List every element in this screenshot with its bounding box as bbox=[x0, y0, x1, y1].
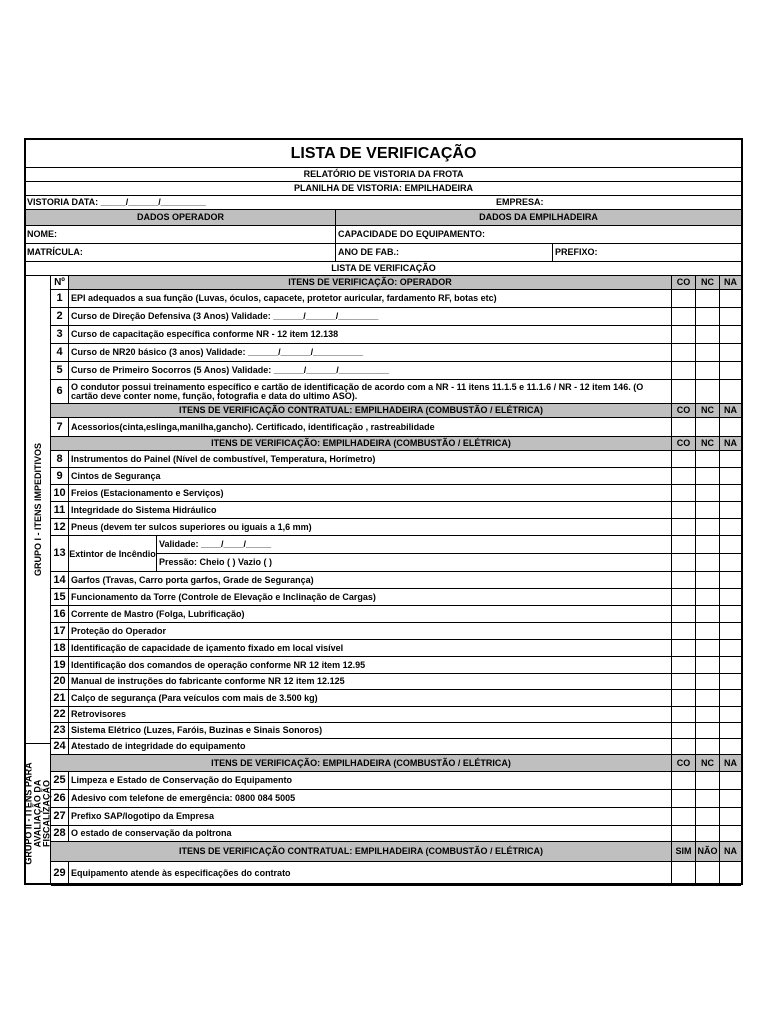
check-na-11[interactable] bbox=[720, 519, 741, 536]
item-text: O condutor possui treinamento específico e cartão de identificação de acordo com a NR - 11 itens 11.1.5 e 11.1.6 / NR - 12 item 146. (O cartão deve conter nome, função, fotografia e data do ultimo ASO). bbox=[69, 380, 672, 404]
item-text: O estado de conservação da poltrona bbox=[69, 826, 672, 842]
item-number: 8 bbox=[51, 451, 69, 468]
check-na-26[interactable] bbox=[720, 808, 741, 826]
vistoria-date-field[interactable]: VISTORIA DATA: _____/______/_________ bbox=[26, 196, 336, 210]
item-text: Funcionamento da Torre (Controle de Elevação e Inclinação de Cargas) bbox=[69, 589, 672, 606]
num-header: Nº bbox=[51, 276, 69, 290]
item-number: 10 bbox=[51, 485, 69, 502]
check-na-13[interactable] bbox=[720, 572, 741, 589]
dados-empilhadeira-header: DADOS DA EMPILHADEIRA bbox=[336, 210, 741, 226]
matricula-field[interactable]: MATRÍCULA: bbox=[26, 244, 336, 262]
co-header: CO bbox=[672, 437, 696, 451]
check-nc-9[interactable] bbox=[696, 485, 720, 502]
item-text: Identificação de capacidade de içamento fixado em local visível bbox=[69, 640, 672, 657]
item-number: 28 bbox=[51, 826, 69, 842]
extintor-pressao: Pressão: Cheio ( ) Vazio ( ) bbox=[157, 554, 672, 572]
item-number: 2 bbox=[51, 308, 69, 326]
item-text: Pneus (devem ter sulcos superiores ou iguais a 1,6 mm) bbox=[69, 519, 672, 536]
item-text: Curso de Primeiro Socorros (5 Anos) Validade: ______/______/__________ bbox=[69, 362, 672, 380]
check-co-25[interactable] bbox=[672, 790, 696, 808]
page-title: LISTA DE VERIFICAÇÃO bbox=[26, 140, 741, 168]
nao-header: NÃO bbox=[696, 842, 720, 862]
check-nc-26[interactable] bbox=[696, 808, 720, 826]
item-text: Integridade do Sistema Hidráulico bbox=[69, 502, 672, 519]
check-nc-0[interactable] bbox=[696, 290, 720, 308]
check-nc-23[interactable] bbox=[696, 739, 720, 755]
item-text: Retrovisores bbox=[69, 707, 672, 723]
item-number: 5 bbox=[51, 362, 69, 380]
capacidade-field[interactable]: CAPACIDADE DO EQUIPAMENTO: bbox=[336, 226, 741, 244]
check-co-2[interactable] bbox=[672, 326, 696, 344]
check-co-13[interactable] bbox=[672, 572, 696, 589]
check-co-16[interactable] bbox=[672, 623, 696, 640]
item-number: 4 bbox=[51, 344, 69, 362]
check-co-5[interactable] bbox=[672, 380, 696, 404]
item-text: Proteção do Operador bbox=[69, 623, 672, 640]
check-na-14[interactable] bbox=[720, 589, 741, 606]
check-nc-22[interactable] bbox=[696, 723, 720, 739]
group-1-label bbox=[26, 276, 51, 744]
check-co-15[interactable] bbox=[672, 606, 696, 623]
group-2-text-1: GRUPO II - ITENS PARA bbox=[23, 762, 34, 865]
check-co-18[interactable] bbox=[672, 657, 696, 674]
check-na-7[interactable] bbox=[720, 451, 741, 468]
subtitle-report: RELATÓRIO DE VISTORIA DA FROTA bbox=[26, 168, 741, 182]
check-co-19[interactable] bbox=[672, 674, 696, 690]
item-number: 7 bbox=[51, 418, 69, 437]
check-nc-2[interactable] bbox=[696, 326, 720, 344]
check-na-10[interactable] bbox=[720, 502, 741, 519]
item-text: Corrente de Mastro (Folga, Lubrificação) bbox=[69, 606, 672, 623]
check-na-18[interactable] bbox=[720, 657, 741, 674]
item-number: 6 bbox=[51, 380, 69, 404]
check-co-11[interactable] bbox=[672, 519, 696, 536]
check-na-5[interactable] bbox=[720, 380, 741, 404]
na-header: NA bbox=[720, 755, 741, 772]
check-na-23[interactable] bbox=[720, 739, 741, 755]
check-nc-25[interactable] bbox=[696, 790, 720, 808]
nc-header: NC bbox=[696, 437, 720, 451]
check-co-0[interactable] bbox=[672, 290, 696, 308]
check-nc-1[interactable] bbox=[696, 308, 720, 326]
empresa-field[interactable]: EMPRESA: bbox=[336, 196, 741, 210]
item-number: 14 bbox=[51, 572, 69, 589]
check-co-9[interactable] bbox=[672, 485, 696, 502]
check-nc-19[interactable] bbox=[696, 674, 720, 690]
check-nc-18[interactable] bbox=[696, 657, 720, 674]
check-co-21[interactable] bbox=[672, 707, 696, 723]
item-number: 20 bbox=[51, 674, 69, 690]
check-co-24[interactable] bbox=[672, 772, 696, 790]
item-number: 1 bbox=[51, 290, 69, 308]
check-co-6[interactable] bbox=[672, 418, 696, 437]
check-nc-27[interactable] bbox=[696, 826, 720, 842]
check-na-17[interactable] bbox=[720, 640, 741, 657]
item-text: EPI adequados a sua função (Luvas, óculos, capacete, protetor auricular, fardamento RF, botas etc) bbox=[69, 290, 672, 308]
item-number: 9 bbox=[51, 468, 69, 485]
item-text: Equipamento atende às especificações do contrato bbox=[69, 862, 672, 886]
check-co-10[interactable] bbox=[672, 502, 696, 519]
check-na-0[interactable] bbox=[720, 290, 741, 308]
nc-header: NC bbox=[696, 755, 720, 772]
checklist-form bbox=[24, 138, 743, 885]
check-na-4[interactable] bbox=[720, 362, 741, 380]
check-co-7[interactable] bbox=[672, 451, 696, 468]
check-co-3[interactable] bbox=[672, 344, 696, 362]
group-1-text: GRUPO I - ITENS IMPEDITIVOS bbox=[32, 442, 43, 577]
lista-header: LISTA DE VERIFICAÇÃO bbox=[26, 262, 741, 276]
item-text: Manual de instruções do fabricante conforme NR 12 item 12.125 bbox=[69, 674, 672, 690]
group-2-text-3: FISCALIZAÇÃO bbox=[41, 780, 52, 847]
check-co-12b[interactable] bbox=[672, 554, 696, 572]
item-number: 24 bbox=[51, 739, 69, 755]
item-text: Sistema Elétrico (Luzes, Faróis, Buzinas e Sinais Sonoros) bbox=[69, 723, 672, 739]
check-co-4[interactable] bbox=[672, 362, 696, 380]
check-nc-14[interactable] bbox=[696, 589, 720, 606]
co-header: CO bbox=[672, 276, 696, 290]
section-operador: ITENS DE VERIFICAÇÃO: OPERADOR bbox=[69, 276, 672, 290]
ano-fab-field[interactable]: ANO DE FAB.: bbox=[336, 244, 553, 262]
check-nc-10[interactable] bbox=[696, 502, 720, 519]
check-nc-28[interactable] bbox=[696, 862, 720, 886]
item-number: 17 bbox=[51, 623, 69, 640]
item-number: 29 bbox=[51, 862, 69, 886]
check-na-25[interactable] bbox=[720, 790, 741, 808]
item-number: 27 bbox=[51, 808, 69, 826]
check-na-20[interactable] bbox=[720, 690, 741, 707]
section-empilhadeira-2: ITENS DE VERIFICAÇÃO: EMPILHADEIRA (COMBUSTÃO / ELÉTRICA) bbox=[51, 755, 672, 772]
check-nc-4[interactable] bbox=[696, 362, 720, 380]
check-co-8[interactable] bbox=[672, 468, 696, 485]
extintor-validade: Validade: ____/____/_____ bbox=[157, 536, 672, 554]
check-nc-24[interactable] bbox=[696, 772, 720, 790]
check-na-3[interactable] bbox=[720, 344, 741, 362]
item-number: 25 bbox=[51, 772, 69, 790]
check-na-2[interactable] bbox=[720, 326, 741, 344]
item-text: Curso de NR20 básico (3 anos) Validade: ______/______/__________ bbox=[69, 344, 672, 362]
item-number: 3 bbox=[51, 326, 69, 344]
check-co-20[interactable] bbox=[672, 690, 696, 707]
check-nc-21[interactable] bbox=[696, 707, 720, 723]
item-number: 11 bbox=[51, 502, 69, 519]
check-co-14[interactable] bbox=[672, 589, 696, 606]
subtitle-sheet: PLANILHA DE VISTORIA: EMPILHADEIRA bbox=[26, 182, 741, 196]
check-nc-8[interactable] bbox=[696, 468, 720, 485]
na-header: NA bbox=[720, 404, 741, 418]
check-co-22[interactable] bbox=[672, 723, 696, 739]
group-2-label bbox=[23, 744, 52, 883]
item-number: 15 bbox=[51, 589, 69, 606]
item-text: Instrumentos do Painel (Nível de combustível, Temperatura, Horímetro) bbox=[69, 451, 672, 468]
check-co-12a[interactable] bbox=[672, 536, 696, 554]
check-co-1[interactable] bbox=[672, 308, 696, 326]
check-nc-15[interactable] bbox=[696, 606, 720, 623]
item-number: 26 bbox=[51, 790, 69, 808]
item-number: 12 bbox=[51, 519, 69, 536]
check-na-6[interactable] bbox=[720, 418, 741, 437]
prefixo-field[interactable]: PREFIXO: bbox=[553, 244, 741, 262]
item-text: Calço de segurança (Para veículos com mais de 3.500 kg) bbox=[69, 690, 672, 707]
item-number: 16 bbox=[51, 606, 69, 623]
nome-field[interactable]: NOME: bbox=[26, 226, 336, 244]
na-header: NA bbox=[720, 437, 741, 451]
check-co-27[interactable] bbox=[672, 826, 696, 842]
sim-header: SIM bbox=[672, 842, 696, 862]
section-contratual-2: ITENS DE VERIFICAÇÃO CONTRATUAL: EMPILHADEIRA (COMBUSTÃO / ELÉTRICA) bbox=[51, 842, 672, 862]
check-nc-16[interactable] bbox=[696, 623, 720, 640]
check-nc-5[interactable] bbox=[696, 380, 720, 404]
item-number: 18 bbox=[51, 640, 69, 657]
check-na-12b[interactable] bbox=[720, 554, 741, 572]
item-text: Adesivo com telefone de emergência: 0800 084 5005 bbox=[69, 790, 672, 808]
section-empilhadeira: ITENS DE VERIFICAÇÃO: EMPILHADEIRA (COMBUSTÃO / ELÉTRICA) bbox=[51, 437, 672, 451]
check-na-27[interactable] bbox=[720, 826, 741, 842]
check-nc-13[interactable] bbox=[696, 572, 720, 589]
item-text: Prefixo SAP/logotipo da Empresa bbox=[69, 808, 672, 826]
co-header: CO bbox=[672, 404, 696, 418]
item-text: Identificação dos comandos de operação conforme NR 12 item 12.95 bbox=[69, 657, 672, 674]
check-na-1[interactable] bbox=[720, 308, 741, 326]
check-nc-7[interactable] bbox=[696, 451, 720, 468]
check-nc-6[interactable] bbox=[696, 418, 720, 437]
group-2-text-2: AVALIAÇÃO DA bbox=[32, 779, 43, 848]
item-text: Garfos (Travas, Carro porta garfos, Grade de Segurança) bbox=[69, 572, 672, 589]
dados-operador-header: DADOS OPERADOR bbox=[26, 210, 336, 226]
check-na-24[interactable] bbox=[720, 772, 741, 790]
check-na-15[interactable] bbox=[720, 606, 741, 623]
item-text: Curso de capacitação específica conforme NR - 12 item 12.138 bbox=[69, 326, 672, 344]
check-nc-20[interactable] bbox=[696, 690, 720, 707]
item-number: 22 bbox=[51, 707, 69, 723]
check-co-26[interactable] bbox=[672, 808, 696, 826]
check-na-8[interactable] bbox=[720, 468, 741, 485]
check-na-12a[interactable] bbox=[720, 536, 741, 554]
check-na-21[interactable] bbox=[720, 707, 741, 723]
check-nc-11[interactable] bbox=[696, 519, 720, 536]
item-number: 19 bbox=[51, 657, 69, 674]
nc-header: NC bbox=[696, 404, 720, 418]
check-na-9[interactable] bbox=[720, 485, 741, 502]
na-header: NA bbox=[720, 276, 741, 290]
check-nc-12b[interactable] bbox=[696, 554, 720, 572]
check-nc-3[interactable] bbox=[696, 344, 720, 362]
nc-header: NC bbox=[696, 276, 720, 290]
item-number: 21 bbox=[51, 690, 69, 707]
item-number: 13 bbox=[51, 536, 69, 572]
item-text: Limpeza e Estado de Conservação do Equipamento bbox=[69, 772, 672, 790]
check-nc-17[interactable] bbox=[696, 640, 720, 657]
na-header: NA bbox=[720, 842, 741, 862]
section-contratual: ITENS DE VERIFICAÇÃO CONTRATUAL: EMPILHADEIRA (COMBUSTÃO / ELÉTRICA) bbox=[51, 404, 672, 418]
item-text: Cintos de Segurança bbox=[69, 468, 672, 485]
item-text: Freios (Estacionamento e Serviços) bbox=[69, 485, 672, 502]
item-text: Extintor de Incêndio bbox=[69, 536, 157, 572]
item-text: Curso de Direção Defensiva (3 Anos) Validade: ______/______/________ bbox=[69, 308, 672, 326]
check-na-28[interactable] bbox=[720, 862, 741, 886]
item-text: Atestado de integridade do equipamento bbox=[69, 739, 672, 755]
co-header: CO bbox=[672, 755, 696, 772]
check-co-17[interactable] bbox=[672, 640, 696, 657]
check-na-16[interactable] bbox=[720, 623, 741, 640]
item-text: Acessorios(cinta,eslinga,manilha,gancho). Certificado, identificação , rastreabilidade bbox=[69, 418, 672, 437]
check-co-23[interactable] bbox=[672, 739, 696, 755]
check-nc-12a[interactable] bbox=[696, 536, 720, 554]
item-number: 23 bbox=[51, 723, 69, 739]
check-na-19[interactable] bbox=[720, 674, 741, 690]
check-na-22[interactable] bbox=[720, 723, 741, 739]
check-co-28[interactable] bbox=[672, 862, 696, 886]
